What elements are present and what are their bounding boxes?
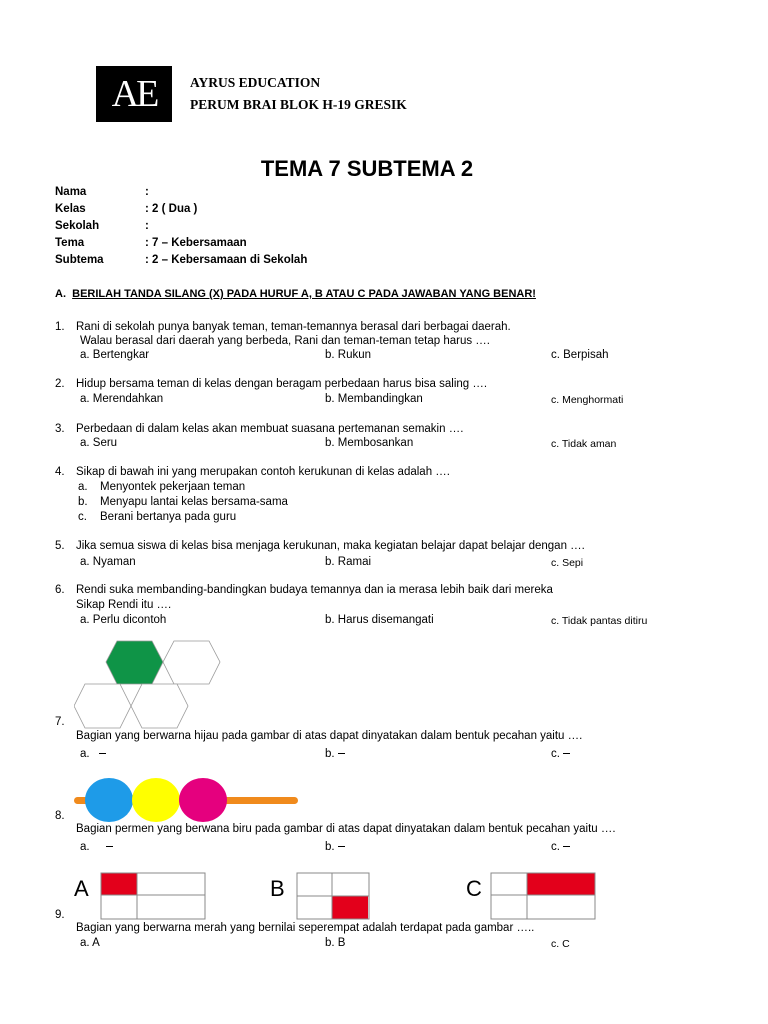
org-address: PERUM BRAI BLOK H-19 GRESIK [190, 97, 407, 112]
hexagon [131, 684, 188, 728]
option-letter: a. [80, 841, 90, 853]
identity-label: Tema [55, 237, 85, 249]
hexagon-green [106, 641, 163, 684]
question-text: Rendi suka membanding-bandingkan budaya temannya dan ia merasa lebih baik dari mereka [76, 584, 553, 596]
option-b[interactable]: b. Rukun [325, 349, 372, 361]
option-letter: a. [80, 748, 90, 760]
option-a[interactable]: a. Merendahkan [80, 393, 164, 405]
identity-label: Nama [55, 186, 87, 198]
option-c[interactable]: Berani bertanya pada guru [100, 511, 237, 523]
page-title: TEMA 7 SUBTEMA 2 [260, 156, 474, 181]
figure-label-a: A [74, 876, 89, 901]
fraction-mark [563, 846, 570, 847]
fraction-mark [106, 846, 113, 847]
option-letter: c. [551, 841, 560, 853]
grid-figure-c [490, 872, 596, 920]
question-text: Walau berasal dari daerah yang berbeda, Rani dan teman-teman tetap harus …. [80, 335, 490, 347]
option-b[interactable]: Menyapu lantai kelas bersama-sama [100, 496, 288, 508]
grid-cell-red [101, 873, 137, 895]
option-letter: a. [78, 481, 88, 493]
identity-value: : 7 – Kebersamaan [145, 237, 247, 249]
question-number: 7. [55, 716, 65, 728]
figure-label-b: B [270, 876, 285, 901]
grid-figure-b [296, 872, 370, 920]
option-c[interactable]: c. Tidak pantas ditiru [551, 615, 648, 627]
question-number: 9. [55, 909, 65, 921]
question-text: Perbedaan di dalam kelas akan membuat suasana pertemanan semakin …. [76, 423, 464, 435]
option-c[interactable]: c. Menghormati [551, 394, 624, 406]
question-number: 5. [55, 540, 65, 552]
option-a[interactable]: a. Nyaman [80, 556, 136, 568]
fraction-mark [99, 753, 106, 754]
candy-magenta [179, 778, 227, 822]
question-text: Rani di sekolah punya banyak teman, teman-temannya berasal dari berbagai daerah. [76, 321, 511, 333]
option-a[interactable]: a. Bertengkar [80, 349, 150, 361]
fraction-mark [338, 846, 345, 847]
question-number: 8. [55, 810, 65, 822]
logo-text: AE [111, 73, 157, 115]
option-b[interactable]: b. Membosankan [325, 437, 414, 449]
grid-figure-a [100, 872, 206, 920]
option-a[interactable]: a. A [80, 937, 100, 949]
option-a[interactable]: Menyontek pekerjaan teman [100, 481, 246, 493]
option-b[interactable]: b. Membandingkan [325, 393, 423, 405]
grid-cell-red [527, 873, 595, 895]
option-a[interactable]: a. Perlu dicontoh [80, 614, 167, 626]
option-a[interactable] [80, 841, 113, 853]
identity-label: Kelas [55, 203, 86, 215]
option-letter: c. [551, 748, 560, 760]
question-text: Sikap di bawah ini yang merupakan contoh kerukunan di kelas adalah …. [76, 466, 450, 478]
option-letter: b. [325, 748, 335, 760]
candy-yellow [132, 778, 180, 822]
question-number: 1. [55, 321, 65, 333]
question-text: Bagian yang berwarna hijau pada gambar di atas dapat dinyatakan dalam bentuk pecahan yaitu …. [76, 730, 583, 742]
identity-value: : 2 ( Dua ) [145, 203, 198, 215]
hexagon-figure [74, 640, 224, 730]
grid-cell-red [332, 896, 368, 919]
option-b[interactable]: b. Harus disemangati [325, 614, 434, 626]
option-c[interactable]: c. Sepi [551, 557, 584, 569]
identity-label: Subtema [55, 254, 104, 266]
question-number: 4. [55, 466, 65, 478]
hexagon [163, 641, 220, 684]
section-letter: A. [55, 288, 66, 300]
question-text: Jika semua siswa di kelas bisa menjaga kerukunan, maka kegiatan belajar dapat belajar dengan …. [76, 540, 585, 552]
question-number: 2. [55, 378, 65, 390]
option-a[interactable]: a. Seru [80, 437, 118, 449]
identity-value: : [145, 186, 149, 198]
option-c[interactable] [551, 748, 570, 760]
question-text: Sikap Rendi itu …. [76, 599, 172, 611]
option-c[interactable] [551, 841, 570, 853]
question-number: 6. [55, 584, 65, 596]
hexagon [74, 684, 131, 728]
question-text: Hidup bersama teman di kelas dengan beragam perbedaan harus bisa saling …. [76, 378, 488, 390]
instruction-text: BERILAH TANDA SILANG (X) PADA HURUF A, B ATAU C PADA JAWABAN YANG BENAR! [72, 288, 536, 300]
option-letter: b. [325, 841, 335, 853]
option-c[interactable]: c. Berpisah [551, 349, 609, 361]
option-a[interactable] [80, 748, 106, 760]
question-text: Bagian yang berwarna merah yang bernilai seperempat adalah terdapat pada gambar ….. [76, 922, 535, 934]
option-b[interactable]: b. B [325, 937, 346, 949]
option-b[interactable] [325, 841, 345, 853]
fraction-mark [338, 753, 345, 754]
identity-value: : [145, 220, 149, 232]
option-b[interactable]: b. Ramai [325, 556, 372, 568]
fraction-mark [563, 753, 570, 754]
option-c[interactable]: c. Tidak aman [551, 438, 617, 450]
identity-label: Sekolah [55, 220, 100, 232]
question-number: 3. [55, 423, 65, 435]
option-b[interactable] [325, 748, 345, 760]
option-letter: b. [78, 496, 88, 508]
logo [96, 66, 172, 122]
figure-label-c: C [466, 876, 482, 901]
option-c[interactable]: c. C [551, 938, 570, 950]
question-text: Bagian permen yang berwana biru pada gambar di atas dapat dinyatakan dalam bentuk pecahan yaitu …. [76, 823, 616, 835]
option-letter: c. [78, 511, 87, 523]
identity-value: : 2 – Kebersamaan di Sekolah [145, 254, 308, 266]
candy-blue [85, 778, 133, 822]
org-name: AYRUS EDUCATION [190, 75, 321, 90]
section-instruction [55, 288, 536, 300]
candy-figure [74, 777, 300, 825]
